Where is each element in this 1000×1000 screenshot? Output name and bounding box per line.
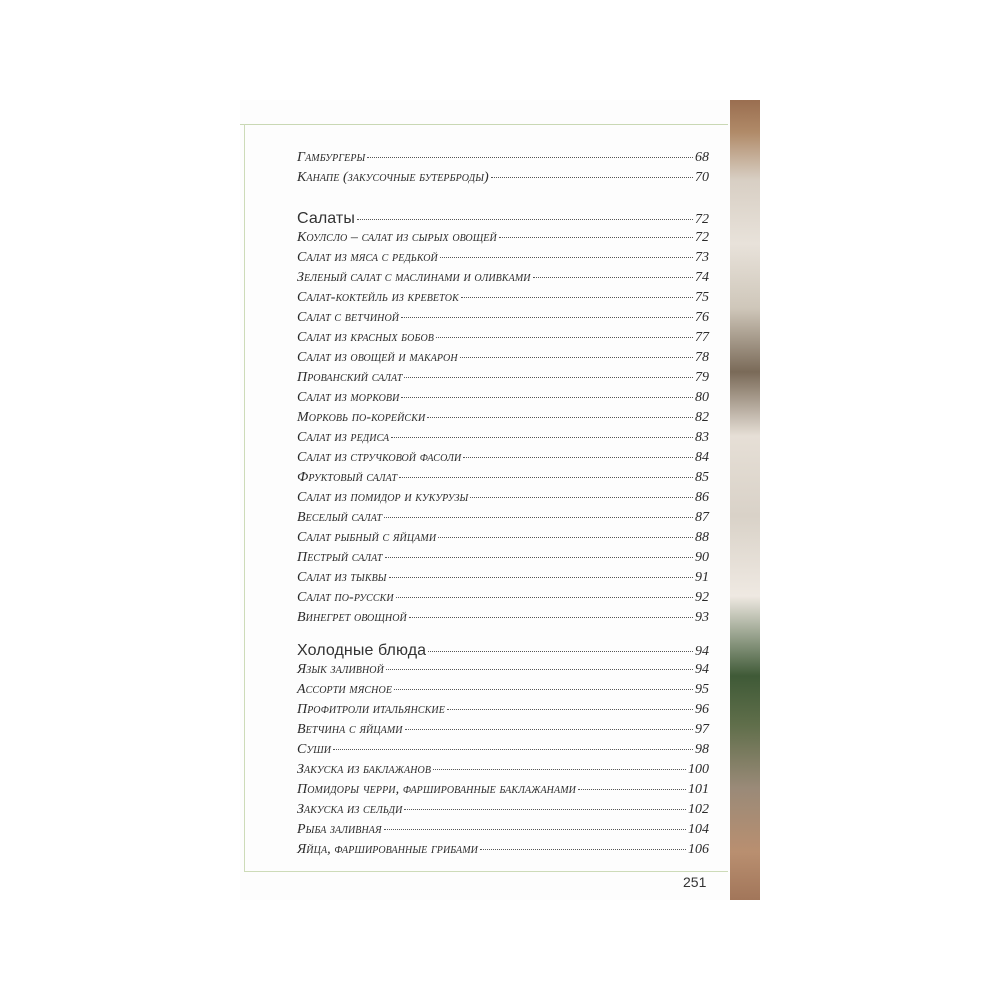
dot-leader xyxy=(427,417,693,418)
toc-entry-page: 106 xyxy=(688,842,709,857)
toc-entry-title: Салат по-русски xyxy=(297,590,394,605)
toc-entry-page: 100 xyxy=(688,762,709,777)
dot-leader xyxy=(399,477,693,478)
toc-entry-page: 73 xyxy=(695,250,709,265)
toc-entry-title: Салат из помидор и кукурузы xyxy=(297,490,469,505)
toc-entry-title: Салат из мяса с редькой xyxy=(297,250,438,265)
toc-entry-page: 72 xyxy=(695,212,709,227)
toc-entry xyxy=(297,330,709,350)
toc-entry-title: Ветчина с яйцами xyxy=(297,722,403,737)
toc-entry-page: 104 xyxy=(688,822,709,837)
toc-entry-title: Салат-коктейль из креветок xyxy=(297,290,459,305)
dot-leader xyxy=(404,377,693,378)
toc-entry-title: Помидоры черри, фаршированные баклажанами xyxy=(297,782,576,797)
toc-entry-page: 80 xyxy=(695,390,709,405)
dot-leader xyxy=(440,257,693,258)
toc-entry xyxy=(297,722,709,742)
toc-entry-page: 94 xyxy=(695,644,709,659)
dot-leader xyxy=(394,689,693,690)
toc-entry-title: Закуска из баклажанов xyxy=(297,762,432,777)
toc-entry xyxy=(297,390,709,410)
dot-leader xyxy=(433,769,686,770)
toc-entry xyxy=(297,822,709,842)
dot-leader xyxy=(460,357,693,358)
toc-entry-page: 77 xyxy=(695,330,709,345)
toc-entry-page: 78 xyxy=(695,350,709,365)
toc-entry-title: Салат из овощей и макарон xyxy=(297,350,458,365)
toc-entry-page: 94 xyxy=(695,662,709,677)
dot-leader xyxy=(461,297,693,298)
toc-entry xyxy=(297,450,709,470)
toc-entry-title: Винегрет овощной xyxy=(297,610,407,625)
toc-entry-title: Холодные блюда xyxy=(297,642,427,659)
toc-entry-title: Рыба заливная xyxy=(297,822,382,837)
dot-leader xyxy=(405,729,693,730)
toc-entry-page: 87 xyxy=(695,510,709,525)
toc-entry-page: 91 xyxy=(695,570,709,585)
toc-entry-page: 84 xyxy=(695,450,709,465)
dot-leader xyxy=(436,337,693,338)
toc-entry xyxy=(297,802,709,822)
toc-section-heading xyxy=(297,210,709,230)
toc-entry-page: 76 xyxy=(695,310,709,325)
dot-leader xyxy=(438,537,693,538)
toc-entry-title: Салат из тыквы xyxy=(297,570,387,585)
toc-entry-title: Суши xyxy=(297,742,332,757)
dot-leader xyxy=(470,497,693,498)
left-rule xyxy=(244,124,245,872)
toc-entry-title: Морковь по-корейски xyxy=(297,410,426,425)
toc-entry-title: Салат из моркови xyxy=(297,390,400,405)
toc-entry xyxy=(297,510,709,530)
page-number: 251 xyxy=(683,874,707,890)
toc-entry xyxy=(297,590,709,610)
toc-entry-page: 75 xyxy=(695,290,709,305)
dot-leader xyxy=(333,749,693,750)
dot-leader xyxy=(384,517,693,518)
toc-entry-page: 83 xyxy=(695,430,709,445)
dot-leader xyxy=(463,457,693,458)
toc-entry-page: 82 xyxy=(695,410,709,425)
toc-entry-title: Пестрый салат xyxy=(297,550,383,565)
dot-leader xyxy=(357,219,693,220)
toc-entry xyxy=(297,470,709,490)
toc-entry xyxy=(297,430,709,450)
toc-entry xyxy=(297,310,709,330)
toc-entry-page: 85 xyxy=(695,470,709,485)
toc-entry xyxy=(297,150,709,170)
dot-leader xyxy=(428,651,693,652)
toc-entry-title: Коулсло – салат из сырых овощей xyxy=(297,230,497,245)
toc-entry-title: Прованский салат xyxy=(297,370,403,385)
toc-entry xyxy=(297,842,709,862)
dot-leader xyxy=(533,277,693,278)
toc-entry-title: Зеленый салат с маслинами и оливками xyxy=(297,270,531,285)
toc-entry-title: Салат из красных бобов xyxy=(297,330,434,345)
toc-entry xyxy=(297,782,709,802)
dot-leader xyxy=(384,829,686,830)
toc-entry-page: 74 xyxy=(695,270,709,285)
toc-entry-title: Язык заливной xyxy=(297,662,384,677)
toc-entry xyxy=(297,682,709,702)
toc-entry-page: 101 xyxy=(688,782,709,797)
toc-entry xyxy=(297,550,709,570)
toc-entry-title: Профитроли итальянские xyxy=(297,702,445,717)
dot-leader xyxy=(391,437,693,438)
toc-entry-title: Фруктовый салат xyxy=(297,470,398,485)
toc-entry-page: 98 xyxy=(695,742,709,757)
dot-leader xyxy=(389,577,693,578)
bottom-rule xyxy=(244,871,728,872)
dot-leader xyxy=(499,237,693,238)
toc-entry-page: 86 xyxy=(695,490,709,505)
toc-entry xyxy=(297,610,709,630)
toc-entry-title: Салат из редиса xyxy=(297,430,390,445)
toc-entry xyxy=(297,270,709,290)
food-photo-strip xyxy=(730,100,760,900)
toc-entry-page: 79 xyxy=(695,370,709,385)
dot-leader xyxy=(480,849,686,850)
toc-entry xyxy=(297,350,709,370)
toc-entry-title: Салат с ветчиной xyxy=(297,310,400,325)
toc-entry-title: Канапе (закусочные бутерброды) xyxy=(297,170,489,185)
toc-entry-title: Ассорти мясное xyxy=(297,682,393,697)
toc-entry-page: 93 xyxy=(695,610,709,625)
toc-entry xyxy=(297,762,709,782)
dot-leader xyxy=(578,789,686,790)
toc-entry-page: 88 xyxy=(695,530,709,545)
toc-entry xyxy=(297,230,709,250)
toc-section-heading xyxy=(297,642,709,662)
dot-leader xyxy=(401,397,693,398)
top-rule xyxy=(240,124,728,125)
toc-entry-page: 72 xyxy=(695,230,709,245)
toc-entry-page: 96 xyxy=(695,702,709,717)
toc-entry xyxy=(297,530,709,550)
toc-entry-page: 97 xyxy=(695,722,709,737)
dot-leader xyxy=(385,557,693,558)
toc-entry-page: 92 xyxy=(695,590,709,605)
dot-leader xyxy=(396,597,693,598)
dot-leader xyxy=(386,669,693,670)
toc-entry-title: Гамбургеры xyxy=(297,150,366,165)
toc-entry-title: Закуска из сельди xyxy=(297,802,403,817)
dot-leader xyxy=(367,157,693,158)
toc-entry-title: Салат рыбный с яйцами xyxy=(297,530,437,545)
toc-entry-page: 102 xyxy=(688,802,709,817)
toc-entry-page: 90 xyxy=(695,550,709,565)
toc-entry-title: Яйца, фаршированные грибами xyxy=(297,842,478,857)
toc-entry-title: Салат из стручковой фасоли xyxy=(297,450,462,465)
dot-leader xyxy=(401,317,693,318)
toc-entry xyxy=(297,742,709,762)
toc-entry-title: Веселый салат xyxy=(297,510,383,525)
toc-entry xyxy=(297,370,709,390)
toc-entry xyxy=(297,170,709,190)
toc-entry xyxy=(297,662,709,682)
dot-leader xyxy=(404,809,686,810)
toc-entry-page: 95 xyxy=(695,682,709,697)
dot-leader xyxy=(409,617,693,618)
dot-leader xyxy=(491,177,693,178)
dot-leader xyxy=(447,709,693,710)
toc-entry xyxy=(297,702,709,722)
toc-entry xyxy=(297,490,709,510)
toc-entry xyxy=(297,250,709,270)
toc-entry-page: 68 xyxy=(695,150,709,165)
toc-entry xyxy=(297,410,709,430)
toc-entry-title: Салаты xyxy=(297,210,355,227)
toc-entry xyxy=(297,290,709,310)
toc-entry xyxy=(297,570,709,590)
toc-entry-page: 70 xyxy=(695,170,709,185)
